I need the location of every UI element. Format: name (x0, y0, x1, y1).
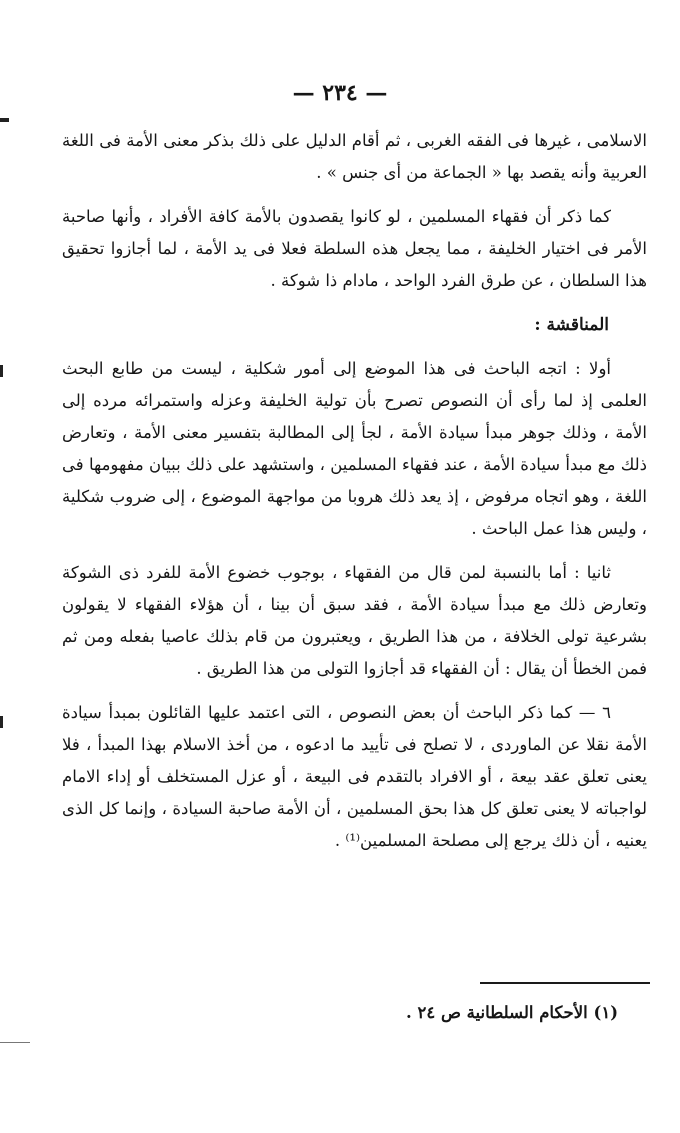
paragraph-jurists: كما ذكر أن فقهاء المسلمين ، لو كانوا يقصدون بالأمة كافة الأفراد ، وأنها صاحبة الأمر فى اختيار الخليفة ، مما يجعل هذه السلطة فعلا فى يد الأمة ، لما أجازوا تحقيق هذا السلطان ، عن طرق الفرد الواحد ، مادام ذا شوكة . (62, 207, 647, 290)
footnote-divider (480, 982, 650, 984)
scan-margin-mark (0, 716, 3, 728)
paragraph-first-point: أولا : اتجه الباحث فى هذا الموضع إلى أمور شكلية ، ليست من طابع البحث العلمى إذ لما رأى أن النصوص تصرح بأن تولية الخليفة وعزله واستمرائه مرده إلى الأمة ، وذلك جوهر مبدأ سيادة الأمة ، لجأ إلى المطالبة بتفسير معنى الأمة ، وتعارض ذلك مع مبدأ سيادة الأمة ، عند فقهاء المسلمين ، واستشهد على ذلك ببيان مفهومها فى اللغة ، وهو اتجاه مرفوض ، إذ يعد ذلك هروبا من مواجهة الموضوع ، إلى ضروب شكلية ، وليس هذا عمل الباحث . (62, 359, 647, 538)
scan-margin-mark (0, 118, 9, 122)
scan-margin-mark (0, 1042, 30, 1043)
page-number: — ٢٣٤ — (292, 80, 388, 106)
section-heading: المناقشة : (534, 315, 609, 335)
paragraph-sixth-point: ٦ — كما ذكر الباحث أن بعض النصوص ، التى اعتمد عليها القائلون بمبدأ سيادة الأمة نقلا عن الماوردى ، لا تصلح فى تأييد ما ادعوه ، من أخذ الاسلام بهذا المبدأ ، فلا يعنى تعلق عقد بيعة ، أو الافراد بالتقدم فى البيعة ، أو عزل المستخلف أو إداء الامام لواجباته لا يعنى تعلق كل هذا بحق المسلمين ، أن الأمة صاحبة السيادة ، وإنما كل الذى يعنيه ، أن ذلك يرجع إلى مصلحة المسلمين⁽¹⁾ . (62, 703, 647, 850)
scan-margin-mark (0, 365, 3, 377)
body-text (62, 125, 647, 857)
footnote: (١) الأحكام السلطانية ص ٢٤ . (406, 1003, 618, 1022)
paragraph-continuation: الاسلامى ، غيرها فى الفقه الغربى ، ثم أقام الدليل على ذلك بذكر معنى الأمة فى اللغة العربية وأنه يقصد بها « الجماعة من أى جنس » . (62, 131, 647, 182)
paragraph-second-point: ثانيا : أما بالنسبة لمن قال من الفقهاء ، بوجوب خضوع الأمة للفرد ذى الشوكة وتعارض ذلك مع مبدأ سيادة الأمة ، فقد سبق أن بينا ، أن هؤلاء الفقهاء لا يقولون بشرعية تولى الخلافة ، من هذا الطريق ، ويعتبرون من قام بذلك عاصيا بفعله ومن ثم فمن الخطأ أن يقال : أن الفقهاء قد أجازوا التولى من هذا الطريق . (62, 563, 647, 678)
